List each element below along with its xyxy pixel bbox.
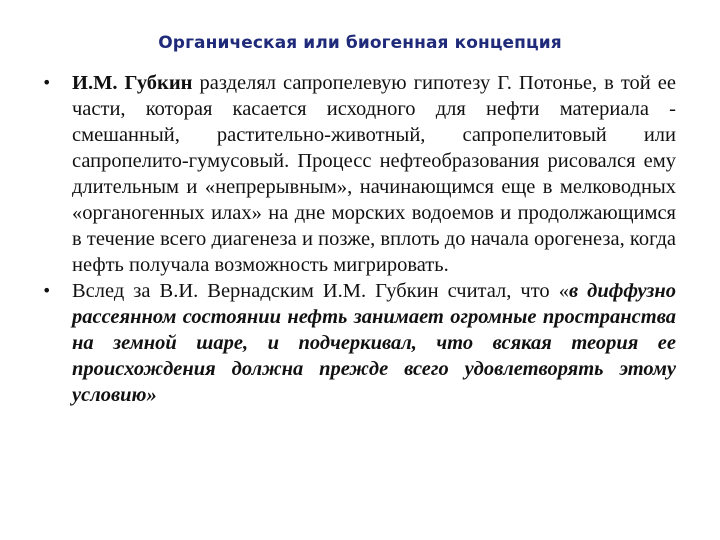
- bullet-item-gubkin-hypothesis: [42, 70, 676, 278]
- bullet-intro-text: Вслед за В.И. Вернадским И.М. Губкин считал, что «: [72, 280, 569, 302]
- bullet-icon: •: [42, 281, 52, 300]
- author-name: И.М. Губкин: [72, 72, 193, 94]
- quote-closing: »: [146, 384, 157, 406]
- bullet-text: разделял сапропелевую гипотезу Г. Потонье, в той ее части, которая касается исходного для нефти материала - смешанный, растительно-животный, сапропелитовый или сапропелито-гумусовый. Процесс нефтеобразования рисовался ему длительным и «непрерывным», начинающимся еще в мелководных «органогенных илах» на дне морских водоемов и продолжающимся в течение всего диагенеза и позже, вплоть до начала орогенеза, когда нефть получала возможность мигрировать.: [72, 72, 676, 276]
- slide-title: Органическая или биогенная концепция: [158, 33, 562, 53]
- bullet-list: [42, 70, 676, 408]
- quoted-text: в диффузно рассеянном состоянии нефть занимает огромные пространства на земной шаре, и подчеркивал, что всякая теория ее происхождения должна прежде всего удовлетворять этому условию: [72, 280, 676, 406]
- bullet-item-vernadsky-quote: [42, 278, 676, 408]
- bullet-icon: •: [42, 73, 52, 92]
